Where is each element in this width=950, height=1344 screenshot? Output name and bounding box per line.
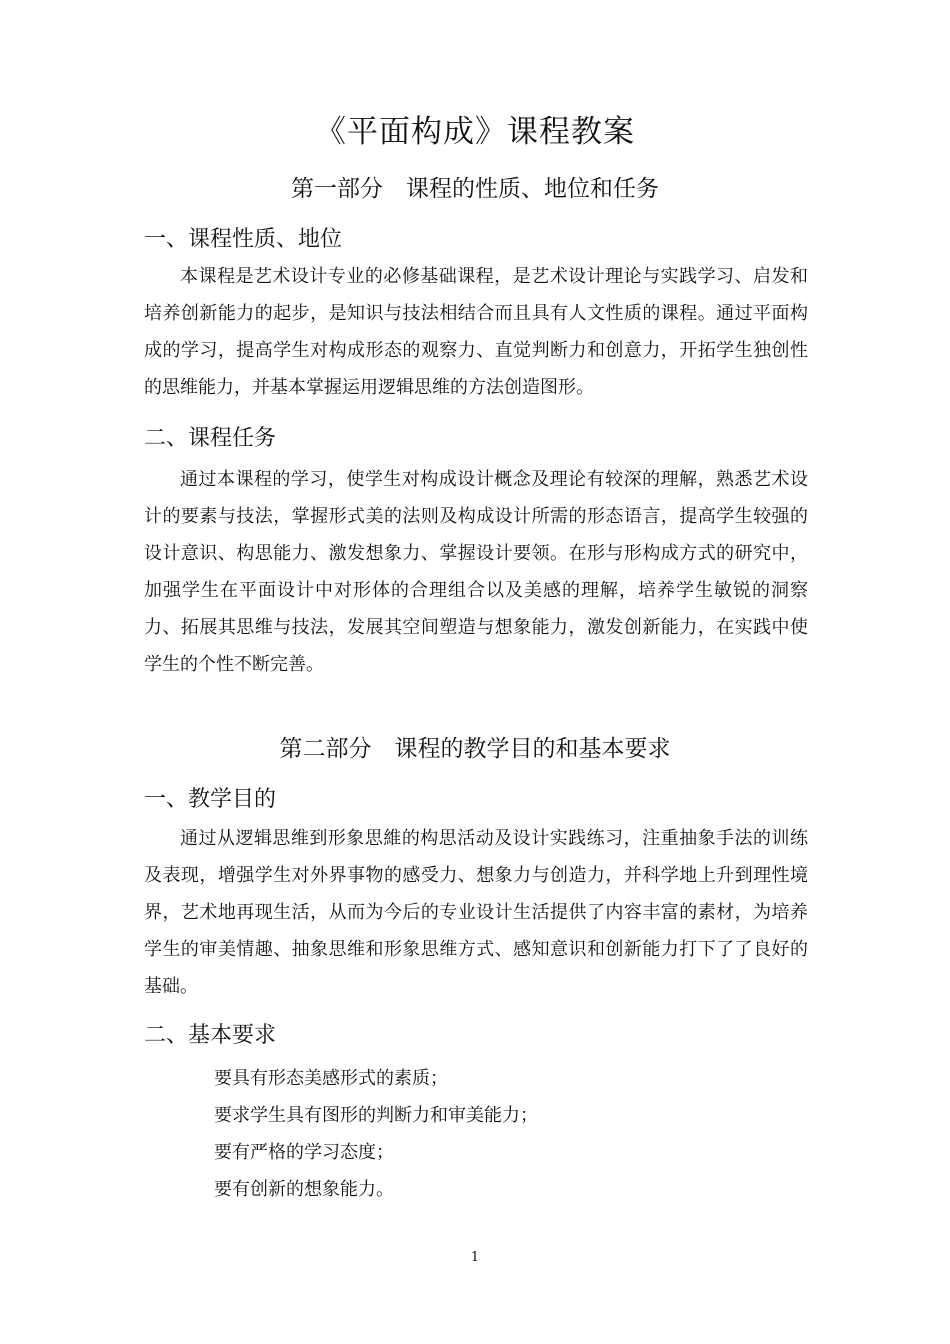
document-title: 《平面构成》课程教案 [315,114,635,150]
part2-section2-heading: 二、基本要求 [144,1023,277,1048]
requirement-item: 要具有形态美感形式的素质； [214,1068,448,1089]
part1-section1-paragraph: 本课程是艺术设计专业的必修基础课程，是艺术设计理论与实践学习、启发和培养创新能力的起步，是知识与技法相结合而且具有人文性质的课程。通过平面构成的学习，提高学生对构成形态的观察力、直觉判断力和创意力，开拓学生独创性的思维能力，并基本掌握运用逻辑思维的方法创造图形。 [144,266,808,398]
part1-section2-paragraph: 通过本课程的学习，使学生对构成设计概念及理论有较深的理解，熟悉艺术设计的要素与技法，掌握形式美的法则及构成设计所需的形态语言，提高学生较强的设计意识、构思能力、激发想象力、掌握设计要领。在形与形构成方式的研究中，加强学生在平面设计中对形体的合理组合以及美感的理解，培养学生敏锐的洞察力、拓展其思维与技法，发展其空间塑造与想象能力，激发创新能力，在实践中使学生的个性不断完善。 [144,469,808,675]
part2-section1-heading: 一、教学目的 [144,787,277,812]
part1-heading: 第一部分 课程的性质、地位和任务 [291,176,659,202]
page-number: 1 [470,1250,480,1265]
part1-section1-heading: 一、课程性质、地位 [144,227,343,252]
requirement-item: 要求学生具有图形的判断力和审美能力； [214,1105,538,1126]
requirement-item: 要有创新的想象能力。 [214,1179,394,1200]
part1-section2-heading: 二、课程任务 [144,426,277,451]
requirement-item: 要有严格的学习态度； [214,1142,394,1163]
part2-heading: 第二部分 课程的教学目的和基本要求 [279,736,671,762]
requirements-list [214,1060,538,1208]
part2-section1-paragraph: 通过从逻辑思维到形象思維的构思活动及设计实践练习，注重抽象手法的训练及表现，增强学生对外界事物的感受力、想象力与创造力，并科学地上升到理性境界，艺术地再现生活，从而为今后的专业设计生活提供了内容丰富的素材，为培养学生的审美情趣、抽象思维和形象思维方式、感知意识和创新能力打下了了良好的基础。 [144,828,808,997]
